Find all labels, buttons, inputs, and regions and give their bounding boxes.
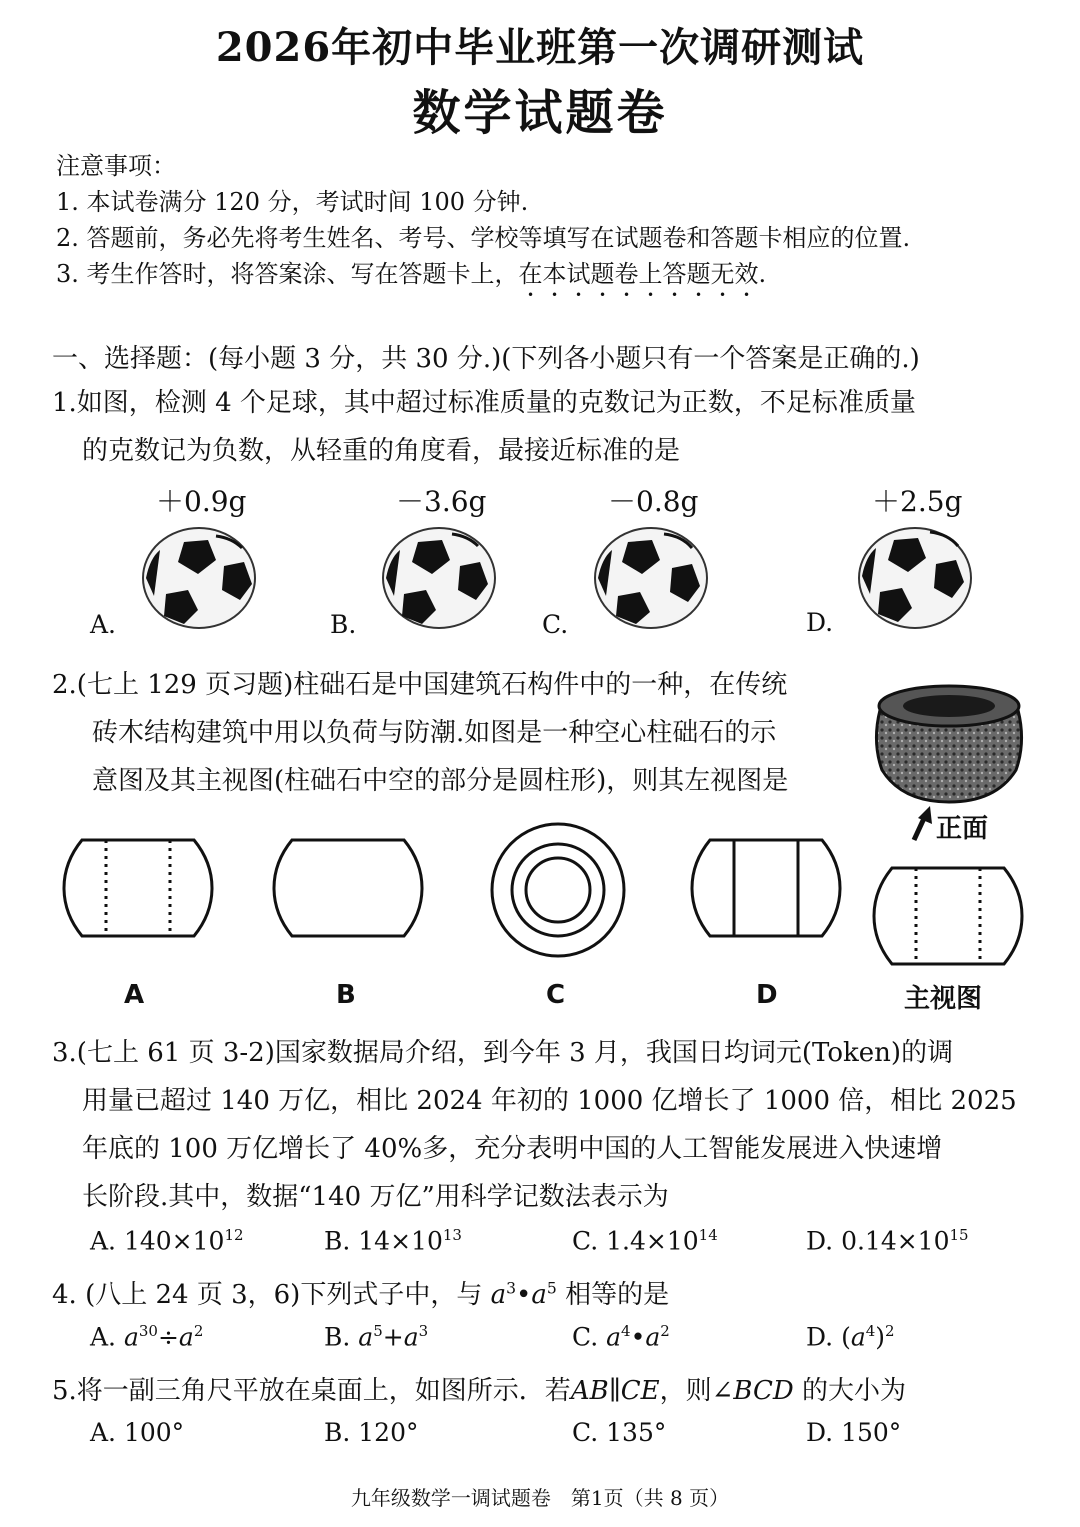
q4-prefix: 4. (八上 24 页 3，6)下列式子中，与: [52, 1280, 483, 1310]
q3-option-c: [572, 1226, 718, 1255]
q4-a-exp-2: 2: [193, 1322, 204, 1340]
q3-line-4: 长阶段.其中，数据“140 万亿”用科学记数法表示为: [82, 1182, 669, 1212]
note-item-1: 1. 本试卷满分 120 分，考试时间 100 分钟.: [56, 188, 529, 216]
note-item-3-emphasis: 在本试题卷上答题无效: [518, 260, 759, 288]
q3-option-b-exp: 13: [442, 1226, 462, 1244]
q4-stem: [52, 1274, 669, 1311]
q3-option-c-base: 1.4×10: [606, 1226, 699, 1256]
q5-option-c: [572, 1418, 666, 1447]
q3-option-d-label: D.: [806, 1226, 834, 1256]
q4-b-exp-1: 5: [373, 1322, 383, 1340]
q1-mass-d: ＋2.5g: [872, 485, 963, 518]
q1-option-c: C.: [542, 610, 569, 639]
q1-option-b: B.: [330, 610, 357, 639]
section-heading: 一、选择题：(每小题 3 分，共 30 分.)(下列各小题只有一个答案是正确的.): [52, 344, 920, 374]
q4-exp-2: 5: [546, 1279, 557, 1298]
q4-d-var: a: [850, 1322, 866, 1352]
q4-d-exp-2: 2: [885, 1322, 895, 1340]
note-item-3-pre: 3. 考生作答时，将答案涂、写在答题卡上，: [56, 260, 519, 288]
q2-line-2: 砖木结构建筑中用以负荷与防潮.如图是一种空心柱础石的示: [92, 718, 777, 748]
soccer-ball-d: [852, 518, 978, 630]
q3-option-a-base: 140×10: [123, 1226, 225, 1256]
front-label: 正面: [936, 814, 989, 844]
q5-bcd: BCD: [733, 1376, 794, 1406]
soccer-ball-c: [588, 518, 714, 630]
q4-a-op: ÷: [157, 1322, 179, 1352]
q3-line-2: 用量已超过 140 万亿，相比 2024 年初的 1000 亿增长了 1000 倍，相比 2025: [82, 1086, 1017, 1116]
q5-option-a-label: A.: [90, 1418, 117, 1447]
q4-option-a-label: A.: [90, 1322, 117, 1352]
view-option-d: [688, 836, 844, 940]
q5-stem: [52, 1370, 906, 1407]
q4-option-a: [90, 1322, 203, 1351]
q4-b-exp-2: 3: [418, 1322, 429, 1340]
q4-d-open: (: [841, 1322, 851, 1352]
q5-ab: AB: [570, 1376, 609, 1406]
q4-c-exp-2: 2: [660, 1322, 670, 1340]
q5-option-b-value: 120°: [358, 1418, 419, 1447]
view-option-c: [480, 820, 636, 960]
q4-c-op: •: [630, 1322, 646, 1352]
page-footer: 九年级数学一调试题卷 第1页（共 8 页）: [350, 1486, 730, 1510]
column-base-stone-image: [872, 680, 1026, 804]
q4-option-d-label: D.: [806, 1322, 834, 1352]
q3-option-b: [324, 1226, 462, 1255]
notes-heading: 注意事项：: [56, 152, 176, 180]
q4-d-exp-1: 4: [865, 1322, 876, 1340]
q4-option-c: [572, 1322, 670, 1351]
q3-option-a: [90, 1226, 244, 1255]
q5-option-d-label: D.: [806, 1418, 834, 1447]
q1-line-1: 1.如图，检测 4 个足球，其中超过标准质量的克数记为正数，不足标准质量: [52, 388, 916, 418]
exam-title: 2026年初中毕业班第一次调研测试: [215, 24, 865, 71]
q3-option-d-exp: 15: [949, 1226, 969, 1244]
main-view-figure: [870, 864, 1026, 968]
q1-line-2: 的克数记为负数，从轻重的角度看，最接近标准的是: [82, 436, 681, 466]
q3-option-b-base: 14×10: [358, 1226, 443, 1256]
q1-mass-a: ＋0.9g: [156, 485, 247, 518]
q3-line-1: 3.(七上 61 页 3-2)国家数据局介绍，到今年 3 月，我国日均词元(Token)的调: [52, 1038, 954, 1068]
q4-option-b-label: B.: [324, 1322, 351, 1352]
q2-line-3: 意图及其主视图(柱础石中空的部分是圆柱形)，则其左视图是: [92, 766, 789, 796]
q4-option-b: [324, 1322, 428, 1351]
q5-option-d-value: 150°: [841, 1418, 902, 1447]
q4-d-close: ): [875, 1322, 886, 1352]
q5-mid: ，则∠: [659, 1376, 734, 1406]
q1-mass-b: －3.6g: [396, 485, 487, 518]
q3-option-b-label: B.: [324, 1226, 351, 1256]
q4-option-d: [806, 1322, 895, 1351]
q1-mass-c: －0.8g: [608, 485, 699, 518]
q4-dot: •: [516, 1280, 532, 1310]
q5-parallel: ∥: [608, 1376, 621, 1406]
view-label-d: D: [756, 980, 778, 1010]
q4-a-exp-1: 30: [138, 1322, 158, 1340]
soccer-ball-b: [376, 518, 502, 630]
q4-c-var-2: a: [645, 1322, 661, 1352]
q5-option-a-value: 100°: [123, 1418, 185, 1447]
q4-b-var-1: a: [358, 1322, 374, 1352]
q5-option-a: [90, 1418, 184, 1447]
q5-ce: CE: [620, 1376, 660, 1406]
q4-var-1: a: [490, 1280, 507, 1310]
q4-a-var-2: a: [178, 1322, 194, 1352]
q4-b-op: +: [382, 1322, 404, 1352]
q4-c-exp-1: 4: [621, 1322, 631, 1340]
q1-option-d: D.: [806, 608, 834, 637]
q4-var-2: a: [531, 1280, 547, 1310]
view-label-c: C: [546, 980, 566, 1010]
view-option-b: [270, 836, 426, 940]
note-item-3: [56, 254, 766, 302]
q5-option-d: [806, 1418, 901, 1447]
q3-option-a-label: A.: [90, 1226, 117, 1256]
view-label-b: B: [336, 980, 356, 1010]
note-item-3-post: .: [758, 260, 767, 288]
arrow-up-icon: [906, 806, 936, 842]
q3-option-c-label: C.: [572, 1226, 599, 1256]
q4-a-var-1: a: [123, 1322, 139, 1352]
main-view-label: 主视图: [904, 984, 983, 1014]
q5-option-c-value: 135°: [606, 1418, 667, 1447]
view-label-a: A: [124, 980, 145, 1010]
q5-option-c-label: C.: [572, 1418, 599, 1447]
q3-option-a-exp: 12: [224, 1226, 244, 1244]
q5-option-b: [324, 1418, 419, 1447]
q4-b-var-2: a: [403, 1322, 419, 1352]
q5-option-b-label: B.: [324, 1418, 351, 1447]
paper-title: 数学试题卷: [412, 85, 668, 141]
q3-option-c-exp: 14: [698, 1226, 718, 1244]
note-item-2: 2. 答题前，务必先将考生姓名、考号、学校等填写在试题卷和答题卡相应的位置.: [56, 224, 911, 252]
q3-option-d-base: 0.14×10: [841, 1226, 950, 1256]
q4-exp-1: 3: [506, 1279, 517, 1298]
q4-c-var-1: a: [606, 1322, 622, 1352]
q1-option-a: A.: [90, 610, 117, 639]
q3-option-d: [806, 1226, 969, 1255]
q4-suffix: 相等的是: [565, 1280, 670, 1310]
soccer-ball-a: [136, 518, 262, 630]
q4-option-c-label: C.: [572, 1322, 599, 1352]
q5-pre: 5.将一副三角尺平放在桌面上，如图所示．若: [52, 1376, 571, 1406]
view-option-a: [60, 836, 216, 940]
q2-line-1: 2.(七上 129 页习题)柱础石是中国建筑石构件中的一种，在传统: [52, 670, 788, 700]
q3-line-3: 年底的 100 万亿增长了 40%多，充分表明中国的人工智能发展进入快速增: [82, 1134, 943, 1164]
q5-post: 的大小为: [801, 1376, 906, 1406]
